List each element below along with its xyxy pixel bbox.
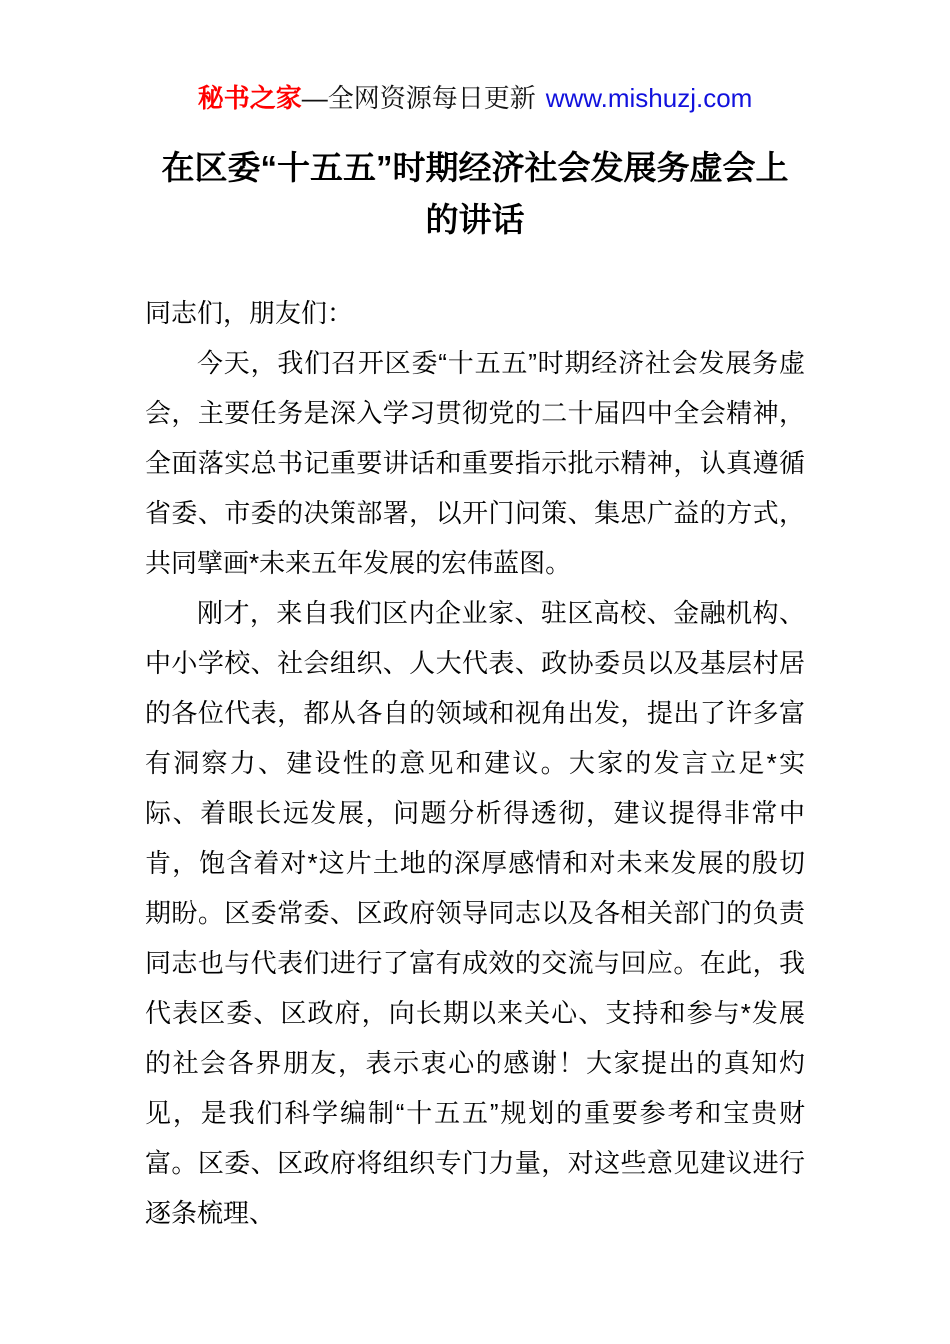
- page-header: [0, 0, 950, 116]
- header-tagline: 全网资源每日更新: [327, 83, 536, 113]
- document-title: [0, 142, 950, 246]
- title-line-1: 在区委“十五五”时期经济社会发展务虚会上: [161, 149, 789, 186]
- greeting-line: 同志们，朋友们：: [145, 298, 354, 328]
- paragraph-1: 今天，我们召开区委“十五五”时期经济社会发展务虚会，主要任务是深入学习贯彻党的二十届四中全会精神，全面落实总书记重要讲话和重要指示批示精神，认真遵循省委、市委的决策部署，以开门问策、集思广益的方式，共同擘画*未来五年发展的宏伟蓝图。: [145, 348, 805, 578]
- site-url-link[interactable]: www.mishuzj.com: [545, 83, 753, 113]
- header-dash: —: [301, 83, 328, 113]
- paragraph-2: 刚才，来自我们区内企业家、驻区高校、金融机构、中小学校、社会组织、人大代表、政协委员以及基层村居的各位代表，都从各自的领域和视角出发，提出了许多富有洞察力、建设性的意见和建议。大家的发言立足*实际、着眼长远发展，问题分析得透彻，建议提得非常中肯，饱含着对*这片土地的深厚感情和对未来发展的殷切期盼。区委常委、区政府领导同志以及各相关部门的负责同志也与代表们进行了富有成效的交流与回应。在此，我代表区委、区政府，向长期以来关心、支持和参与*发展的社会各界朋友，表示衷心的感谢！大家提出的真知灼见，是我们科学编制“十五五”规划的重要参考和宝贵财富。区委、区政府将组织专门力量，对这些意见建议进行逐条梳理、: [145, 598, 805, 1228]
- document-body: [145, 288, 805, 1238]
- title-line-2: 的讲话: [425, 201, 525, 238]
- brand-text: 秘书之家: [197, 83, 302, 113]
